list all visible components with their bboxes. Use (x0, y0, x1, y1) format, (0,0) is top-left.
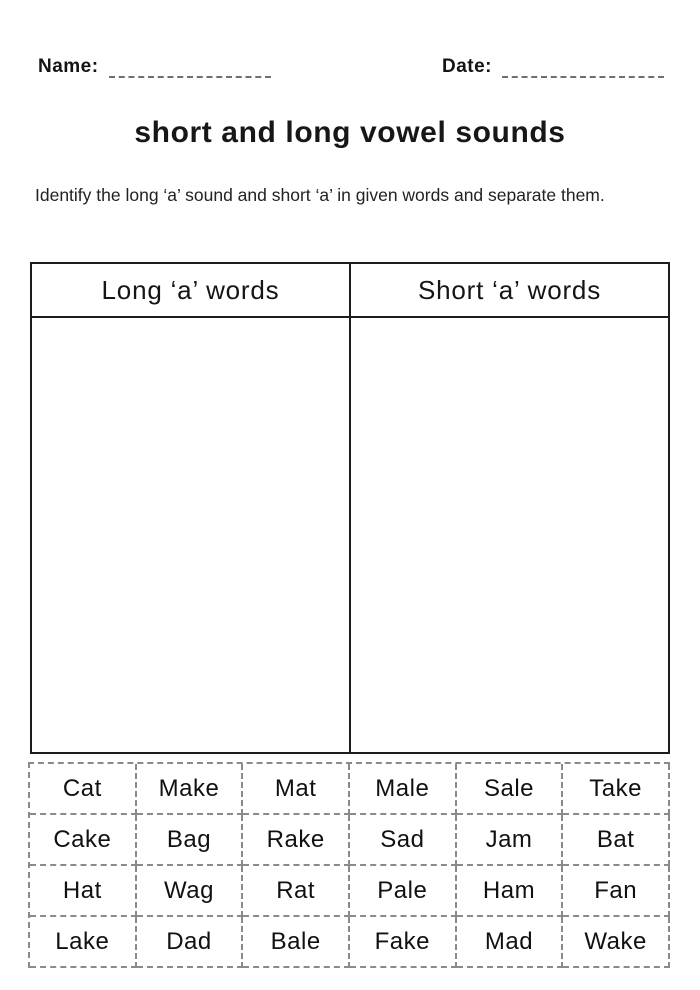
date-blank-line (502, 64, 664, 78)
name-label: Name: (38, 56, 99, 77)
long-a-column (32, 264, 351, 752)
word-card: Lake (30, 917, 137, 968)
word-card: Male (350, 764, 457, 815)
sorting-table (30, 262, 670, 754)
word-card: Mad (457, 917, 564, 968)
word-card: Fan (563, 866, 670, 917)
long-a-answer-area (32, 318, 349, 752)
word-card: Jam (457, 815, 564, 866)
name-field (38, 56, 271, 78)
word-card: Make (137, 764, 244, 815)
word-card: Bale (243, 917, 350, 968)
page-title: short and long vowel sounds (134, 116, 566, 149)
date-field (442, 56, 664, 78)
date-label: Date: (441, 56, 492, 77)
word-card: Rake (243, 815, 350, 866)
word-bank (28, 762, 670, 968)
word-card: Sad (350, 815, 457, 866)
short-a-column-header: Short ‘a’ words (351, 264, 668, 318)
name-date-header (38, 56, 664, 78)
word-card: Take (563, 764, 670, 815)
long-a-column-header: Long ‘a’ words (32, 264, 349, 318)
word-card: Hat (30, 866, 137, 917)
name-blank-line (109, 64, 271, 78)
word-card: Cat (30, 764, 137, 815)
short-a-answer-area (351, 318, 668, 752)
short-a-column (351, 264, 668, 752)
word-card: Dad (137, 917, 244, 968)
word-card: Fake (350, 917, 457, 968)
instructions-text: Identify the long ‘a’ sound and short ‘a’ in given words and separate them. (35, 185, 605, 205)
word-card: Wag (137, 866, 244, 917)
word-card: Wake (563, 917, 670, 968)
word-card: Mat (243, 764, 350, 815)
word-card: Pale (350, 866, 457, 917)
word-card: Sale (457, 764, 564, 815)
word-card: Bag (137, 815, 244, 866)
word-card: Ham (457, 866, 564, 917)
word-card: Cake (30, 815, 137, 866)
word-card: Rat (243, 866, 350, 917)
word-card: Bat (563, 815, 670, 866)
